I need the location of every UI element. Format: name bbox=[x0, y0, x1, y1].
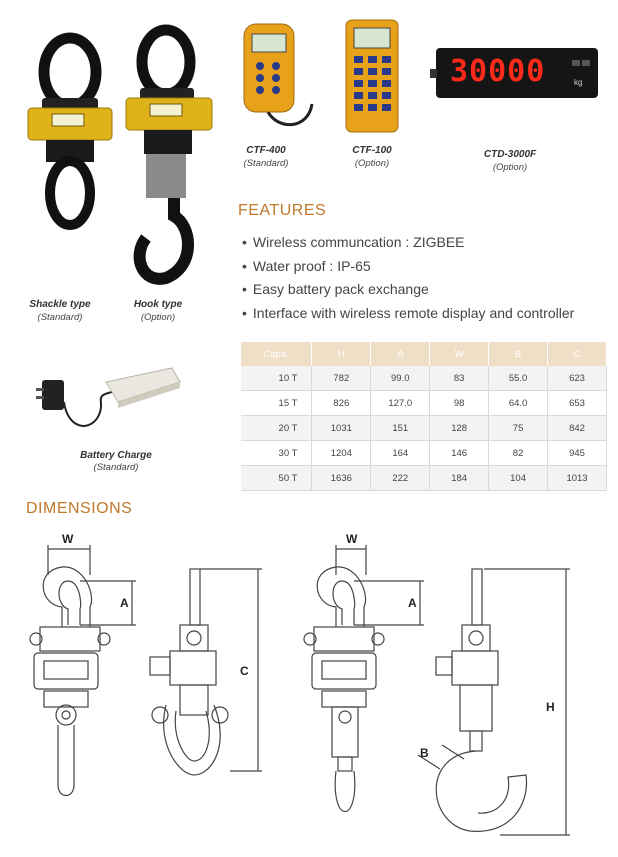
table-cell: 184 bbox=[430, 466, 489, 491]
dim-label-a-left: A bbox=[120, 596, 129, 610]
table-cell: 1636 bbox=[312, 466, 371, 491]
table-cell: 10 T bbox=[241, 366, 312, 391]
table-cell: 146 bbox=[430, 441, 489, 466]
dim-label-c: C bbox=[240, 664, 249, 678]
dim-label-a-right: A bbox=[408, 596, 417, 610]
table-cell: 945 bbox=[548, 441, 607, 466]
led-display-unit: kg bbox=[574, 78, 583, 87]
spec-table bbox=[241, 342, 607, 491]
table-cell: 1204 bbox=[312, 441, 371, 466]
table-cell: 128 bbox=[430, 416, 489, 441]
caption-hook-name: Hook type bbox=[133, 299, 183, 310]
dimensions-title: DIMENSIONS bbox=[26, 500, 133, 517]
table-cell: 75 bbox=[489, 416, 548, 441]
shackle-scale-image bbox=[22, 28, 117, 238]
led-display-value: 30000 bbox=[450, 54, 546, 89]
table-cell: 20 T bbox=[241, 416, 312, 441]
caption-battery-note: (Standard) bbox=[93, 462, 139, 473]
table-cell: 98 bbox=[430, 391, 489, 416]
feature-item: • Wireless communcation : ZIGBEE bbox=[242, 231, 574, 255]
header-w: W bbox=[430, 342, 489, 366]
table-cell: 222 bbox=[371, 466, 430, 491]
header-capa: Capa. bbox=[241, 342, 312, 366]
header-a: A bbox=[371, 342, 430, 366]
table-cell: 653 bbox=[548, 391, 607, 416]
dimension-drawings bbox=[0, 525, 618, 857]
table-cell: 826 bbox=[312, 391, 371, 416]
table-cell: 151 bbox=[371, 416, 430, 441]
feature-item: • Interface with wireless remote display and controller bbox=[242, 302, 574, 326]
caption-ctf400-note: (Standard) bbox=[243, 158, 289, 169]
caption-ctf400-name: CTF-400 bbox=[246, 145, 286, 156]
caption-ctd3000f-name: CTD-3000F bbox=[483, 149, 537, 160]
shackle-side-drawing bbox=[150, 569, 228, 775]
dim-label-h: H bbox=[546, 700, 555, 714]
table-row bbox=[241, 366, 607, 391]
table-cell: 55.0 bbox=[489, 366, 548, 391]
table-row bbox=[241, 416, 607, 441]
table-cell: 30 T bbox=[241, 441, 312, 466]
ctf400-remote-image bbox=[238, 22, 318, 132]
table-cell: 623 bbox=[548, 366, 607, 391]
feature-item: • Easy battery pack exchange bbox=[242, 278, 574, 302]
ctf100-remote-image bbox=[344, 18, 404, 136]
table-header-row bbox=[241, 342, 607, 366]
caption-hook-note: (Option) bbox=[140, 312, 176, 323]
caption-ctf100-note: (Option) bbox=[354, 158, 390, 169]
table-cell: 64.0 bbox=[489, 391, 548, 416]
feature-item: • Water proof : IP-65 bbox=[242, 255, 574, 279]
table-row bbox=[241, 466, 607, 491]
table-cell: 1013 bbox=[548, 466, 607, 491]
features-title: FEATURES bbox=[238, 202, 327, 219]
dim-label-w-right: W bbox=[346, 532, 358, 546]
table-row bbox=[241, 441, 607, 466]
table-cell: 1031 bbox=[312, 416, 371, 441]
hook-side-drawing bbox=[436, 569, 527, 831]
caption-shackle-name: Shackle type bbox=[29, 299, 91, 310]
dim-label-w-left: W bbox=[62, 532, 74, 546]
header-c: C bbox=[548, 342, 607, 366]
table-cell: 164 bbox=[371, 441, 430, 466]
hook-front-drawing bbox=[304, 567, 384, 812]
table-cell: 50 T bbox=[241, 466, 312, 491]
caption-battery-name: Battery Charge bbox=[80, 450, 152, 461]
header-h: H bbox=[312, 342, 371, 366]
table-cell: 104 bbox=[489, 466, 548, 491]
battery-charger-image bbox=[34, 362, 184, 442]
table-cell: 99.0 bbox=[371, 366, 430, 391]
caption-ctd3000f-note: (Option) bbox=[492, 162, 528, 173]
ctd3000f-display-image bbox=[436, 48, 598, 98]
dim-label-b: B bbox=[420, 746, 429, 760]
table-cell: 842 bbox=[548, 416, 607, 441]
caption-shackle-note: (Standard) bbox=[37, 312, 83, 323]
shackle-front-drawing bbox=[30, 567, 110, 796]
features-list bbox=[242, 231, 574, 325]
table-cell: 782 bbox=[312, 366, 371, 391]
table-cell: 127.0 bbox=[371, 391, 430, 416]
table-cell: 82 bbox=[489, 441, 548, 466]
header-b: B bbox=[489, 342, 548, 366]
table-cell: 83 bbox=[430, 366, 489, 391]
hook-scale-image bbox=[122, 16, 217, 286]
table-row bbox=[241, 391, 607, 416]
table-cell: 15 T bbox=[241, 391, 312, 416]
caption-ctf100-name: CTF-100 bbox=[352, 145, 392, 156]
